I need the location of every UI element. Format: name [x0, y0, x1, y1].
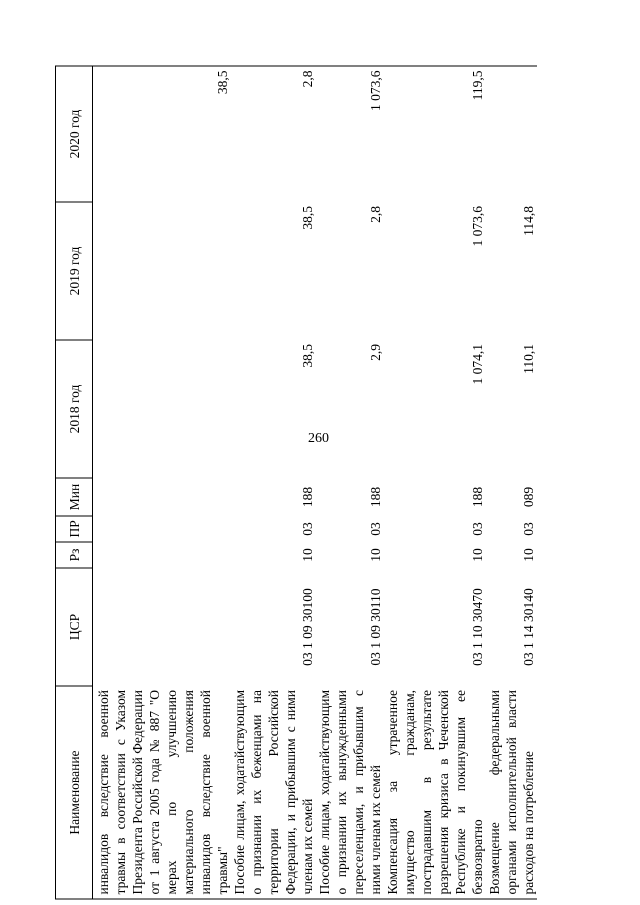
table-row: [486, 66, 537, 899]
row-csr: 03 1 10 30470: [470, 588, 485, 666]
table-row: [384, 66, 486, 899]
row-min: 188: [470, 486, 485, 508]
row-csr: 03 1 09 30110: [368, 588, 383, 666]
row-2018: 2,9: [368, 344, 383, 361]
row-2019: 38,5: [300, 206, 315, 230]
row-rz: 10: [470, 548, 485, 562]
row-csr: [93, 568, 232, 686]
table-row: [316, 66, 384, 899]
row-rz: 10: [521, 548, 536, 562]
row-name: Компенсация за утраченное имущество гражданам, пострадавшим в результате разрешения кризиса в Чеченской Республике и покинувшим ее безвозвратно: [384, 686, 486, 899]
row-2019: 114,8: [521, 206, 536, 236]
row-2020: 38,5: [93, 66, 232, 202]
budget-table-rotated: [55, 67, 585, 900]
header-2020: 2020 год: [56, 66, 93, 202]
row-2019: 1 073,6: [470, 206, 485, 247]
row-rz: 10: [368, 548, 383, 562]
row-2020: 1 073,6: [316, 66, 384, 202]
row-2018: 1 074,1: [470, 344, 485, 385]
row-2020: [486, 66, 537, 202]
row-2018: 110,1: [521, 344, 536, 374]
header-2018: 2018 год: [56, 340, 93, 478]
row-pr: 03: [521, 522, 536, 536]
table-row: [231, 66, 316, 899]
page-number: 260: [308, 431, 329, 446]
row-min: [93, 478, 232, 516]
header-rz: Рз: [56, 542, 93, 568]
budget-table: [55, 66, 537, 900]
row-name: Пособие лицам, ходатайствующим о признании их беженцами на территории Российской Федерации, и прибывшим с ними членам их семей: [231, 686, 316, 899]
row-2018: 38,5: [300, 344, 315, 368]
row-name: Пособие лицам, ходатайствующим о признании их вынужденными переселенцами, и прибывшим с ними членам их семей: [316, 686, 384, 899]
header-min: Мин: [56, 478, 93, 516]
row-name: инвалидов вследствие военной травмы в соответствии с Указом Президента Российской Федерации от 1 августа 2005 года № 887 "О мерах по улучшению материального положения инвалидов вследствие военной травмы": [93, 686, 232, 899]
header-2019: 2019 год: [56, 202, 93, 340]
row-min: 089: [521, 486, 536, 508]
row-rz: [93, 542, 232, 568]
header-name: Наименование: [56, 686, 93, 899]
header-pr: ПР: [56, 516, 93, 542]
header-row: [56, 66, 93, 899]
row-rz: 10: [300, 548, 315, 562]
row-2019: 2,8: [368, 206, 383, 223]
row-pr: 03: [470, 522, 485, 536]
row-csr: 03 1 14 30140: [521, 588, 536, 666]
header-csr: ЦСР: [56, 568, 93, 686]
row-2018: [93, 340, 232, 478]
row-pr: [93, 516, 232, 542]
table-row: [93, 66, 232, 899]
row-name: Возмещение федеральными органами исполнительной власти расходов на потребление: [486, 686, 537, 899]
row-min: 188: [300, 486, 315, 508]
row-min: 188: [368, 486, 383, 508]
row-pr: 03: [300, 522, 315, 536]
row-2020: 119,5: [384, 66, 486, 202]
row-csr: 03 1 09 30100: [300, 588, 315, 666]
row-2020: 2,8: [231, 66, 316, 202]
row-2019: [93, 202, 232, 340]
row-pr: 03: [368, 522, 383, 536]
